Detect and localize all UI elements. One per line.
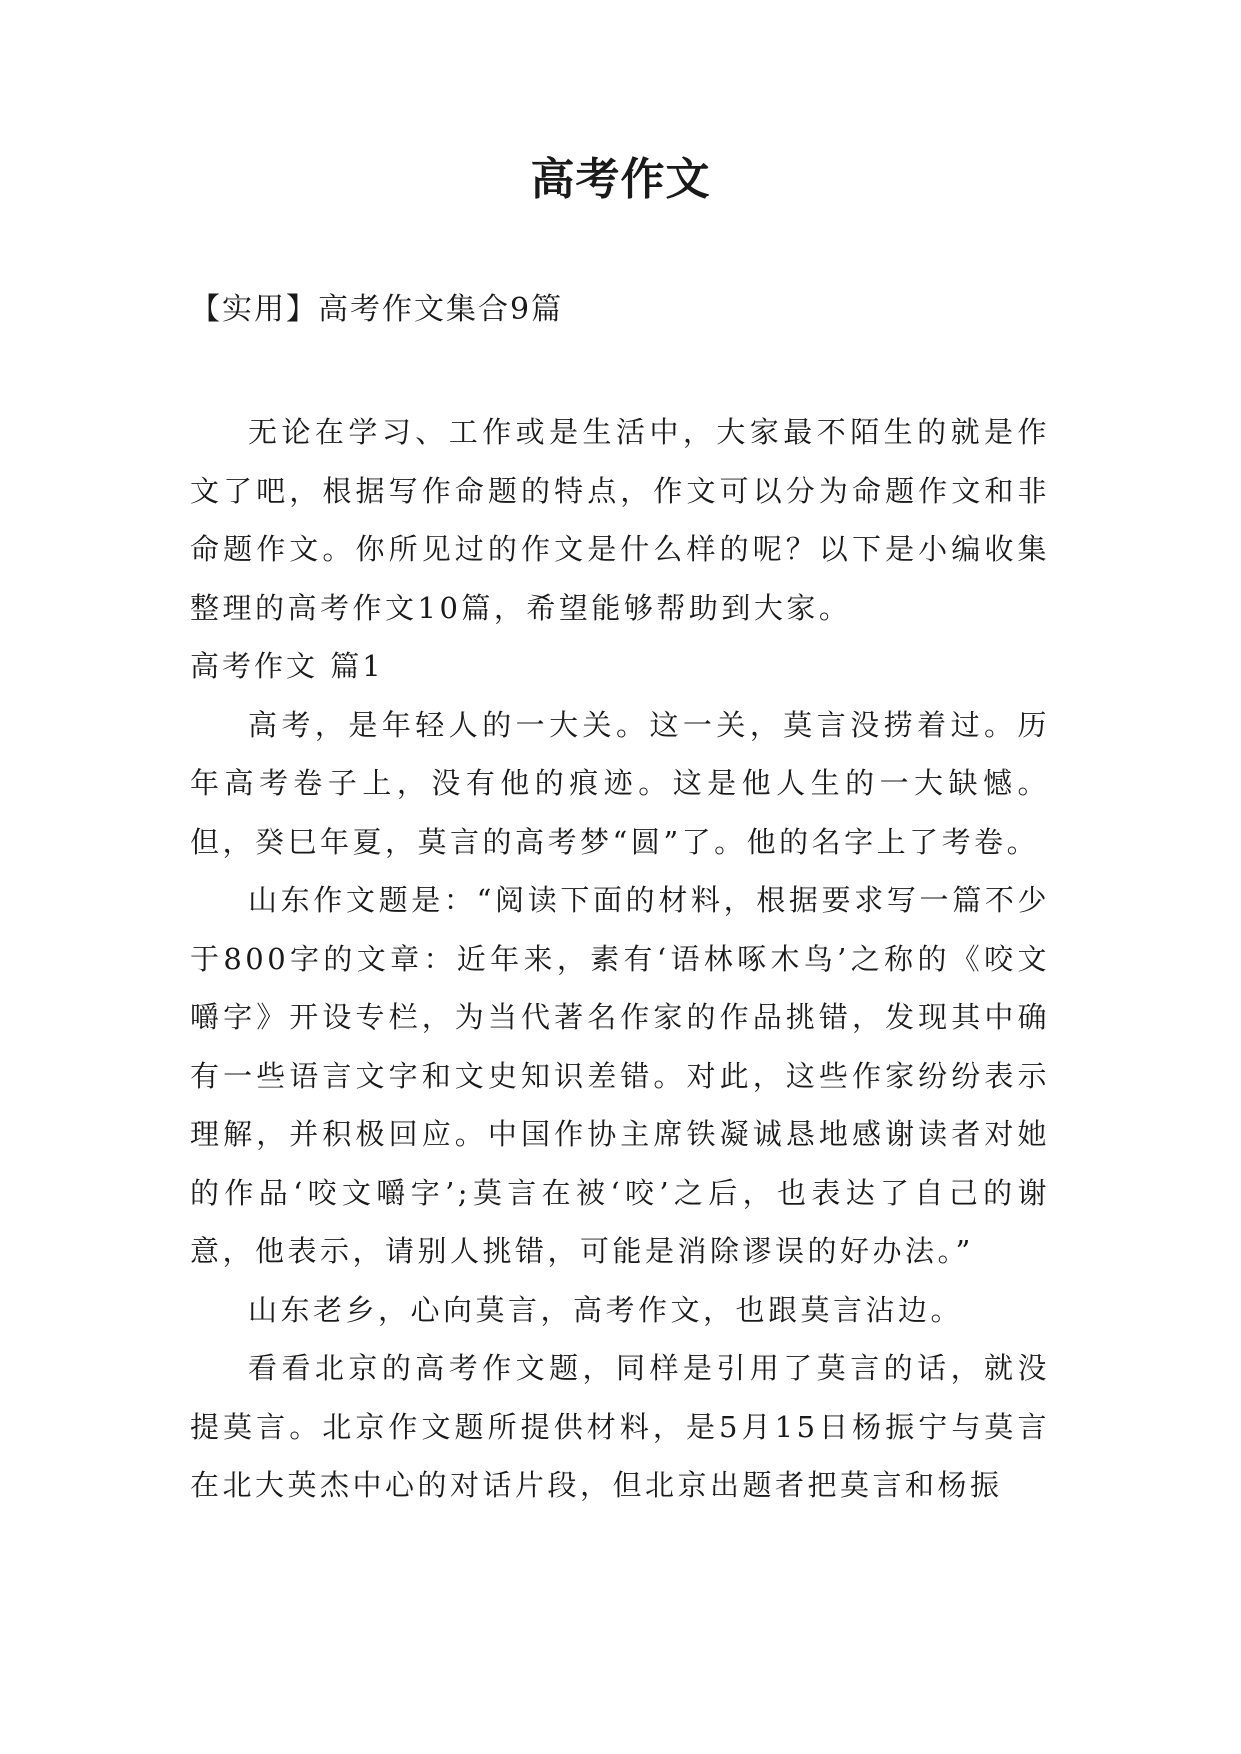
body-paragraph: 看看北京的高考作文题，同样是引用了莫言的话，就没提莫言。北京作文题所提供材料，是5月15日杨振宁与莫言在北大英杰中心的对话片段，但北京出题者把莫言和杨振: [190, 1351, 1050, 1502]
body-paragraph: 山东老乡，心向莫言，高考作文，也跟莫言沾边。: [248, 1292, 964, 1327]
document-title: 高考作文: [530, 154, 711, 205]
section-heading: 高考作文 篇1: [190, 649, 384, 683]
body-paragraph: 山东作文题是：“阅读下面的材料，根据要求写一篇不少于800字的文章：近年来，素有‘语林啄木鸟’之称的《咬文嚼字》开设专栏，为当代著名作家的作品挑错，发现其中确有一些语言文字和文史知识差错。对此，这些作家纷纷表示理解，并积极回应。中国作协主席铁凝诚恳地感谢读者对她的作品‘咬文嚼字’;莫言在被‘咬’之后，也表达了自己的谢意，他表示，请别人挑错，可能是消除谬误的好办法。”: [190, 883, 1050, 1268]
document-subtitle: 【实用】高考作文集合9篇: [190, 292, 564, 327]
document-body: [190, 403, 1050, 1515]
intro-paragraph: 无论在学习、工作或是生活中，大家最不陌生的就是作文了吧，根据写作命题的特点，作文可以分为命题作文和非命题作文。你所见过的作文是什么样的呢？以下是小编收集整理的高考作文10篇，希望能够帮助到大家。: [190, 415, 1050, 625]
body-paragraph: 高考，是年轻人的一大关。这一关，莫言没捞着过。历年高考卷子上，没有他的痕迹。这是他人生的一大缺憾。但，癸巳年夏，莫言的高考梦“圆”了。他的名字上了考卷。: [190, 707, 1050, 859]
